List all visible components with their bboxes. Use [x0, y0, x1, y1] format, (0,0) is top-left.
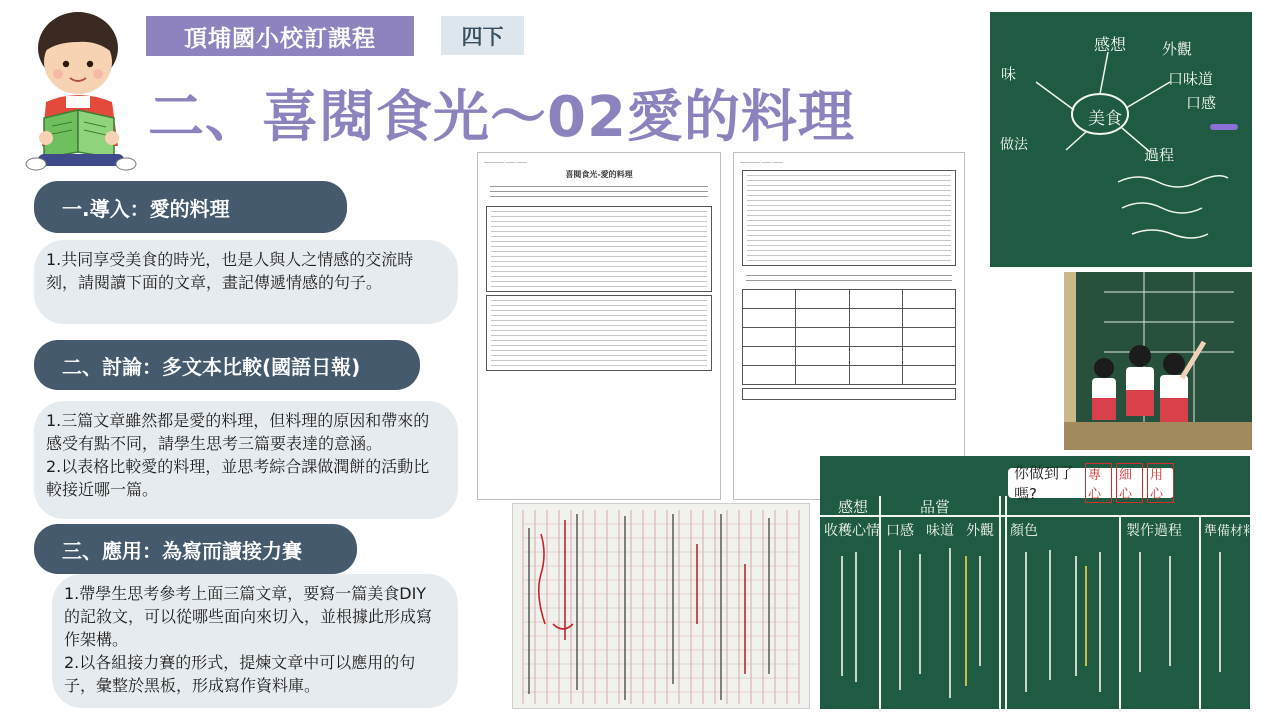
worksheet-article-3: [742, 170, 956, 266]
worksheet-question: [734, 269, 964, 287]
chalk-word: 美食: [1088, 109, 1122, 129]
handwritten-essay-photo: [512, 503, 810, 709]
section-heading-intro: 一.導入：愛的料理: [34, 181, 347, 233]
banner-word: 專心: [1085, 463, 1112, 503]
worksheet-answer-line: [742, 388, 956, 400]
blackboard-table-photo: [820, 456, 1257, 709]
section-line: 1.共同享受美食的時光，也是人與人之情感的交流時刻，請閱讀下面的文章，畫記傳遞情感的句子。: [46, 250, 414, 292]
chalk-vertical-writing-icon: [820, 456, 1250, 709]
section-body-intro: [34, 240, 458, 324]
page-title: 二、喜閱食光～02愛的料理: [148, 85, 855, 150]
section-line: 1.三篇文章雖然都是愛的料理，但料理的原因和帶來的感受有點不同，請學生思考三篇要表達的意涵。: [46, 411, 430, 453]
section-heading-discussion: 二、討論：多文本比較(國語日報): [34, 340, 420, 390]
chalk-scribble-icon: [990, 12, 1252, 267]
worksheet-intro-text: [478, 180, 720, 203]
chalk-word: 準備材料: [1204, 524, 1257, 539]
comparison-table: [742, 289, 956, 385]
worksheet-title: 喜閱食光-愛的料理: [565, 170, 633, 179]
chalk-word: 味道: [926, 523, 954, 539]
chalk-word: 顏色: [1010, 523, 1038, 539]
section-line: 1.帶學生思考參考上面三篇文章，要寫一篇美食DIY的記敘文，可以從哪些面向來切入，並根據此形成寫作架構。: [64, 584, 433, 649]
banner-text: 你做到了嗎?: [1014, 464, 1075, 503]
chalk-word: 感想: [838, 498, 869, 516]
section-line: 2.以各組接力賽的形式，提煉文章中可以應用的句子，彙整於黑板，形成寫作資料庫。: [64, 653, 416, 695]
chalk-word: 品嘗: [920, 498, 951, 516]
chalk-word: 過程: [1144, 146, 1175, 164]
worksheet-page-left: [477, 152, 721, 500]
chalk-word: 口感: [1186, 94, 1217, 112]
banner-word: 細心: [1116, 463, 1143, 503]
section-body-application: [52, 574, 458, 708]
grade-tag: 四下: [441, 16, 524, 55]
chalk-word: 收穫心情: [824, 523, 880, 539]
chalk-word: 味: [999, 66, 1017, 81]
chalk-word: 外觀: [966, 523, 994, 539]
kid-reading-illustration: [16, 6, 146, 176]
worksheet-article-1: [486, 206, 712, 292]
worksheet-page-right: [733, 152, 965, 500]
kid-reading-icon: [16, 6, 146, 176]
worksheet-article-2: [486, 295, 712, 371]
chalk-word: 口感: [886, 523, 914, 539]
chalk-word: 口味道: [1168, 70, 1214, 88]
worksheet-header-line: ________ ____ ____: [740, 157, 784, 163]
chalk-word: 做法: [1000, 137, 1028, 153]
worksheet-header-line: ________ ____ ____: [484, 157, 528, 163]
students-scene-icon: [1064, 272, 1252, 450]
chalk-word: 感想: [1094, 35, 1127, 54]
section-body-discussion: [34, 401, 458, 519]
section-line: 2.以表格比較愛的料理，並思考綜合課做潤餅的活動比較接近哪一篇。: [46, 457, 430, 499]
chalk-word: 外觀: [1162, 40, 1193, 58]
school-curriculum-tag: 頂埔國小校訂課程: [146, 16, 414, 56]
banner-word: 用心: [1147, 463, 1174, 503]
students-writing-photo: [1064, 272, 1252, 450]
manuscript-grid-icon: [513, 504, 811, 710]
chalk-word: 製作過程: [1126, 523, 1182, 539]
section-heading-application: 三、應用：為寫而讀接力賽: [34, 524, 357, 574]
blackboard-mindmap-photo: [990, 12, 1252, 267]
